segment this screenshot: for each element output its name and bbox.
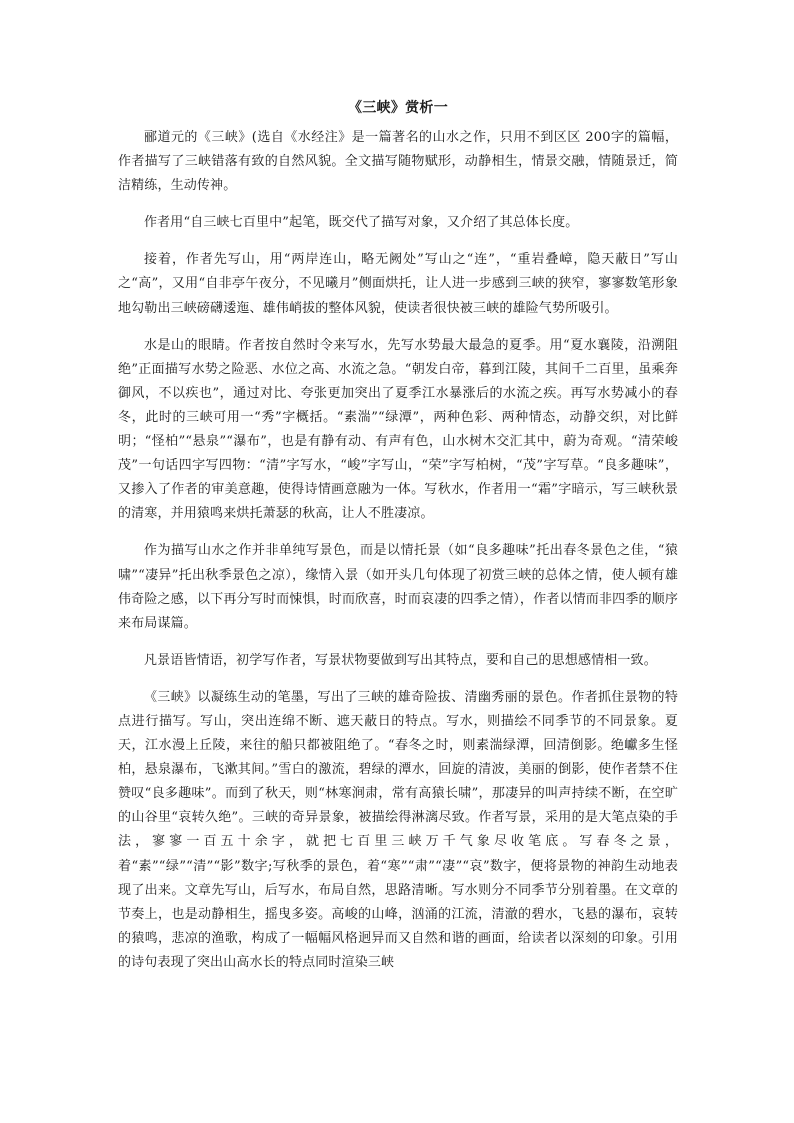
paragraph-writing-tip: 凡景语皆情语，初学写作者，写景状物要做到写出其特点，要和自己的思想感情相一致。 (144, 652, 657, 668)
paragraph-opening: 作者用“自三峡七百里中”起笔，既交代了描写对象，又介绍了其总体长度。 (144, 215, 579, 231)
paragraph-mountains: 接着，作者先写山，用“两岸连山，略无阙处”写山之“连”，“重岩叠嶂，隐天蔽日”写山之“高”，又用“自非亭午夜分，不见曦月”侧面烘托，让人进一步感到三峡的狭窄，寥寥数笔形象地勾勒出三峡磅礴逶迤、雄伟峭拔的整体风貌，使读者很快被三峡的雄险气势所吸引。 (118, 252, 678, 316)
paragraph-emotion: 作为描写山水之作并非单纯写景色，而是以情托景（如“良多趣味”托出春冬景色之佳，“猿啸”“凄异”托出秋季景色之凉），缘情入景（如开头几句体现了初赏三峡的总体之情，使人顿有雄伟奇险之感，以下再分写时而悚惧，时而欣喜，时而哀凄的四季之情），作者以情而非四季的顺序来布局谋篇。 (118, 543, 678, 631)
document-page (118, 96, 678, 988)
paragraph-intro: 郦道元的《三峡》(选自《水经注》是一篇著名的山水之作，只用不到区区 200字的篇幅，作者描写了三峡错落有致的自然风貌。全文描写随物赋形，动静相生，情景交融，情随景迁，简洁精练，生动传神。 (118, 130, 678, 194)
paragraph-summary: 《三峡》以凝练生动的笔墨，写出了三峡的雄奇险拔、清幽秀丽的景色。作者抓住景物的特点进行描写。写山，突出连绵不断、遮天蔽日的特点。写水，则描绘不同季节的不同景象。夏天，江水漫上丘陵，来往的船只都被阻绝了。“春冬之时，则素湍绿潭，回清倒影。绝巘多生怪柏，悬泉瀑布，飞漱其间。”雪白的激流，碧绿的潭水，回旋的清波，美丽的倒影，使作者禁不住赞叹“良多趣味”。而到了秋天，则“林寒涧肃，常有高猿长啸”，那凄异的叫声持续不断，在空旷的山谷里“哀转久绝”。三峡的奇异景象，被描绘得淋漓尽致。作者写景，采用的是大笔点染的手法，寥寥一百五十余字，就把七百里三峡万千气象尽收笔底。写春冬之景，着“素”“绿”“清”“影”数字;写秋季的景色，着“寒”“肃”“凄”“哀”数字，便将景物的神韵生动地表现了出来。文章先写山，后写水，布局自然，思路清晰。写水则分不同季节分别着墨。在文章的节奏上，也是动静相生，摇曳多姿。高峻的山峰，汹涌的江流，清澈的碧水，飞悬的瀑布，哀转的猿鸣，悲凉的渔歌，构成了一幅幅风格迥异而又自然和谐的画面，给读者以深刻的印象。引用的诗句表现了突出山高水长的特点同时渲染三峡 (118, 689, 678, 970)
paragraph-water: 水是山的眼睛。作者按自然时令来写水，先写水势最大最急的夏季。用“夏水襄陵，沿溯阻绝”正面描写水势之险恶、水位之高、水流之急。“朝发白帝，暮到江陵，其间千二百里，虽乘奔御风，不以疾也”，通过对比、夸张更加突出了夏季江水暴涨后的水流之疾。再写水势减小的春冬，此时的三峡可用一“秀”字概括。“素湍”“绿潭”，两种色彩、两种情态，动静交织，对比鲜明；“怪柏”“悬泉”“瀑布”，也是有静有动、有声有色，山水树木交汇其中，蔚为奇观。“清荣峻茂”一句话四字写四物：“清”字写水，“峻”字写山，“荣”字写柏树，“茂”字写草。“良多趣味”，又掺入了作者的审美意趣，使得诗情画意融为一体。写秋水，作者用一“霜”字暗示，写三峡秋景的清寒，并用猿鸣来烘托萧瑟的秋高，让人不胜凄凉。 (118, 337, 678, 522)
document-title: 《三峡》赏析一 (347, 100, 449, 116)
